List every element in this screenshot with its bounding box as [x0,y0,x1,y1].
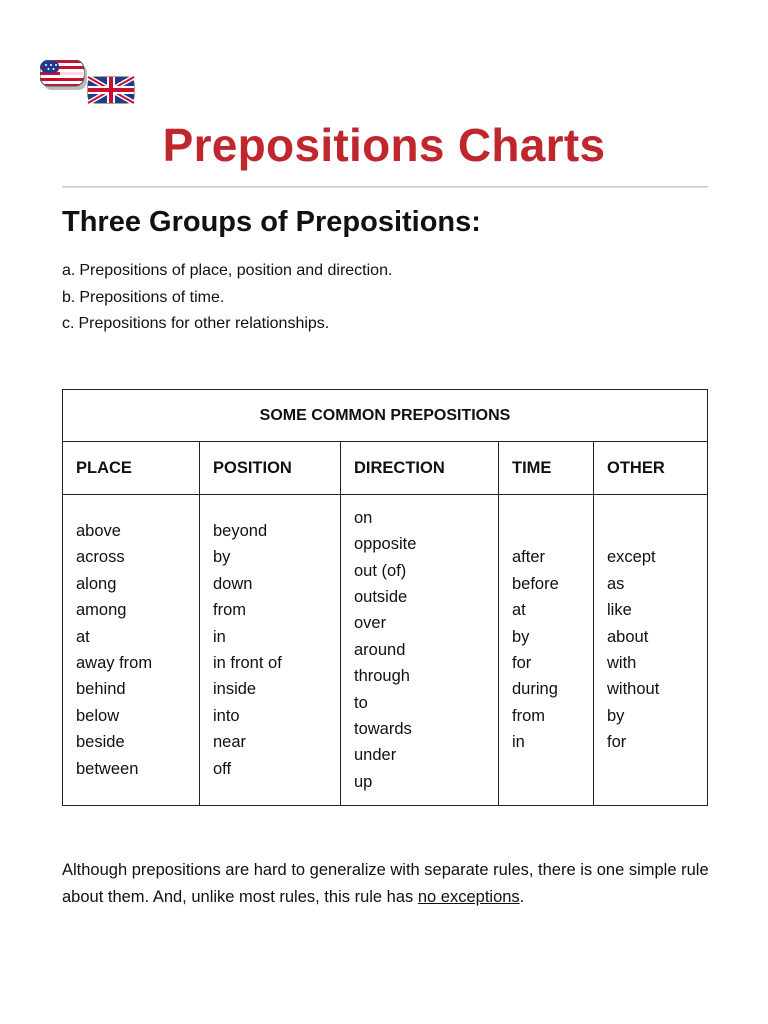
list-letter: b. [62,288,76,306]
table-row [63,495,708,806]
preposition-word: opposite [354,535,417,554]
no-exceptions-link[interactable]: no exceptions [417,888,520,906]
preposition-word: for [607,733,627,752]
list-item [62,258,392,285]
preposition-word: along [76,574,117,593]
column-header: DIRECTION [341,442,499,495]
preposition-word: by [607,706,625,725]
preposition-word: into [213,706,240,725]
list-text: Prepositions of place, position and direction. [79,262,393,279]
preposition-word: like [607,601,632,620]
preposition-word: among [76,601,127,620]
preposition-word: during [512,680,558,699]
table-header-row [63,442,708,495]
preposition-word: around [354,640,406,659]
column-place [63,495,200,806]
preposition-word: in [512,733,525,752]
list-text: Prepositions for other relationships. [78,315,330,332]
paragraph-end: . [519,888,525,906]
preposition-word: under [354,746,397,765]
preposition-word: except [607,548,656,567]
groups-list [62,258,392,338]
preposition-word: out (of) [354,561,407,580]
column-header: TIME [499,442,594,495]
preposition-word: off [213,759,232,778]
list-item [62,285,392,312]
preposition-word: at [76,627,90,646]
preposition-word: from [512,706,545,725]
preposition-word: through [354,667,410,686]
preposition-word: with [607,654,637,672]
preposition-word: for [512,654,532,672]
body-paragraph [62,857,712,911]
us-uk-flag-logo-icon [40,60,136,106]
preposition-word: between [76,759,139,778]
preposition-word: before [512,574,559,593]
preposition-word: up [354,772,373,791]
preposition-word: near [213,733,247,752]
column-position [200,495,341,806]
page-title: Prepositions Charts [162,119,606,171]
preposition-word: without [607,680,660,699]
preposition-word: over [354,614,387,633]
preposition-word: by [213,548,231,567]
preposition-word: on [354,508,373,527]
preposition-word: inside [213,680,257,699]
list-letter: a. [62,262,76,279]
column-header: OTHER [594,442,708,495]
list-letter: c. [62,315,75,332]
preposition-word: behind [76,680,126,699]
preposition-word: beyond [213,521,268,540]
section-heading: Three Groups of Prepositions: [62,206,481,238]
preposition-word: in front of [213,654,282,672]
preposition-word: from [213,601,246,620]
column-header: PLACE [63,442,200,495]
preposition-word: beside [76,733,125,752]
preposition-word: above [76,521,121,540]
preposition-word: below [76,706,120,725]
preposition-word: towards [354,720,412,739]
preposition-word: at [512,601,526,620]
column-header: POSITION [200,442,341,495]
preposition-word: by [512,627,530,646]
column-other [594,495,708,806]
list-item [62,311,392,338]
list-text: Prepositions of time. [79,288,225,306]
paragraph-text: Although prepositions are hard to generalize with separate rules, there is one simple rule about them. And, unlike most rules, this rule has [62,861,709,906]
preposition-word: across [76,548,125,567]
column-direction [341,495,499,806]
preposition-word: down [213,574,253,593]
column-time [499,495,594,806]
table-caption: SOME COMMON PREPOSITIONS [63,390,708,442]
preposition-word: away from [76,654,153,672]
preposition-word: outside [354,587,408,606]
preposition-word: as [607,574,625,593]
preposition-word: in [213,627,226,646]
title-divider [62,186,708,187]
preposition-word: after [512,548,546,567]
preposition-word: to [354,693,368,712]
preposition-word: about [607,627,649,646]
prepositions-table [62,389,708,806]
